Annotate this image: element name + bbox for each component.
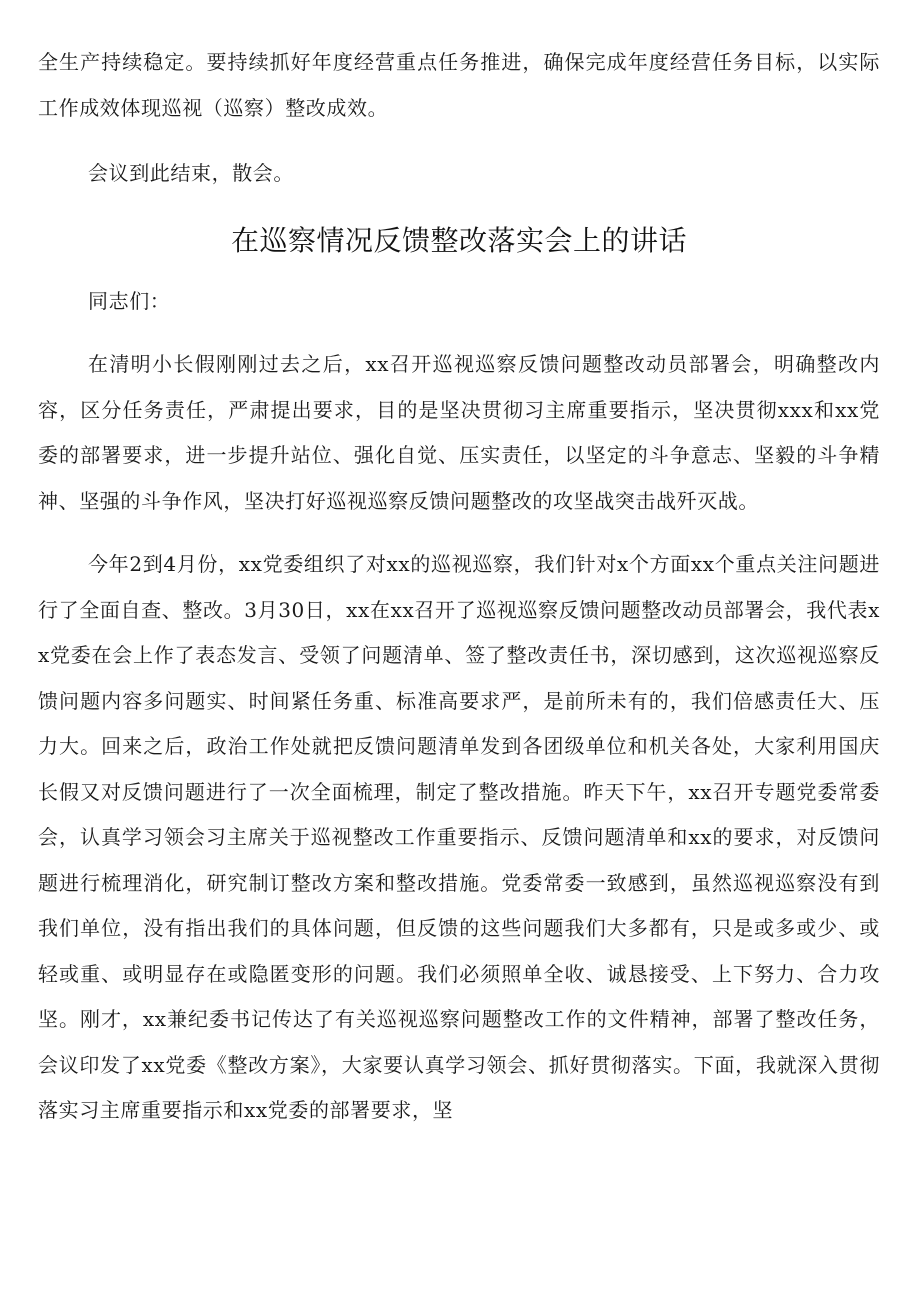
continuation-paragraph: 全生产持续稳定。要持续抓好年度经营重点任务推进，确保完成年度经营任务目标，以实际工作成效体现巡视（巡察）整改成效。 — [38, 50, 880, 120]
salutation: 同志们： — [88, 288, 171, 313]
body-paragraph-2: 今年2到4月份，xx党委组织了对xx的巡视巡察，我们针对x个方面xx个重点关注问题进行了全面自查、整改。3月30日，xx在xx召开了巡视巡察反馈问题整改动员部署会，我代表xx党委在会上作了表态发言、受领了问题清单、签了整改责任书，深切感到，这次巡视巡察反馈问题内容多问题实、时间紧任务重、标准高要求严，是前所未有的，我们倍感责任大、压力大。回来之后，政治工作处就把反馈问题清单发到各团级单位和机关各处，大家利用国庆长假又对反馈问题进行了一次全面梳理，制定了整改措施。昨天下午，xx召开专题党委常委会，认真学习领会习主席关于巡视整改工作重要指示、反馈问题清单和xx的要求，对反馈问题进行梳理消化，研究制订整改方案和整改措施。党委常委一致感到，虽然巡视巡察没有到我们单位，没有指出我们的具体问题，但反馈的这些问题我们大多都有，只是或多或少、或轻或重、或明显存在或隐匿变形的问题。我们必须照单全收、诚恳接受、上下努力、合力攻坚。刚才，xx兼纪委书记传达了有关巡视巡察问题整改工作的文件精神，部署了整改任务，会议印发了xx党委《整改方案》，大家要认真学习领会、抓好贯彻落实。下面，我就深入贯彻落实习主席重要指示和xx党委的部署要求，坚 — [38, 552, 880, 1122]
speech-title: 在巡察情况反馈整改落实会上的讲话 — [230, 223, 687, 257]
document-page — [38, 40, 880, 1134]
body-paragraph-1: 在清明小长假刚刚过去之后，xx召开巡视巡察反馈问题整改动员部署会，明确整改内容，区分任务责任，严肃提出要求，目的是坚决贯彻习主席重要指示，坚决贯彻xxx和xx党委的部署要求，进一步提升站位、强化自觉、压实责任，以坚定的斗争意志、坚毅的斗争精神、坚强的斗争作风，坚决打好巡视巡察反馈问题整改的攻坚战突击战歼灭战。 — [38, 352, 880, 513]
closing-paragraph: 会议到此结束，散会。 — [88, 161, 294, 185]
